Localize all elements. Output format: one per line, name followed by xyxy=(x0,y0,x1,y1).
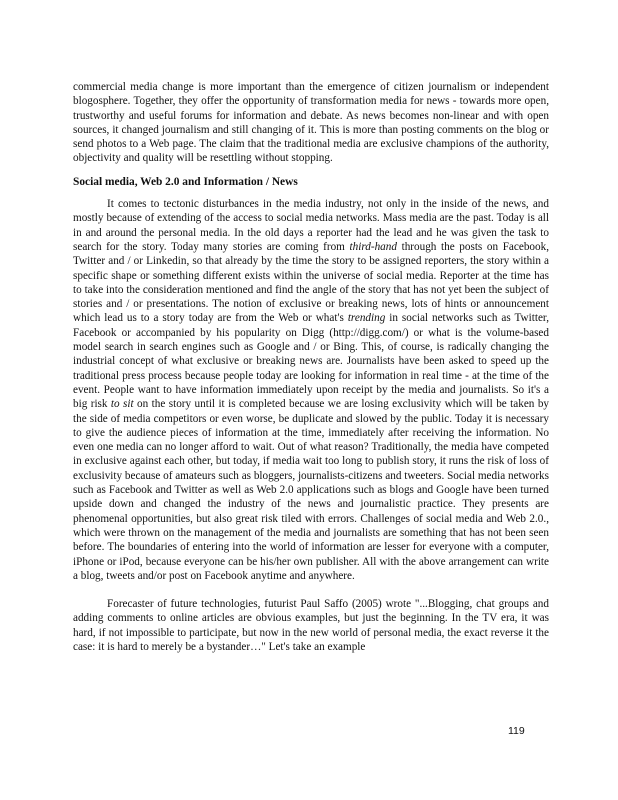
paragraph-2-text-4: on the story until it is completed because we are losing exclusivity which will be taken by the side of media competitors or even worse, be duplicate and slowed by the public. Today it is necessary to give the audience pieces of information at the time, immediately after receiving the information. No even one media can no longer afford to wait. Out of what reason? Traditionally, the media have competed in exclusive against each other, but today, if media wait too long to publish story, it runs the risk of loss of exclusivity because of amateurs such as bloggers, journalists-citizens and tweeters. Social media networks such as Facebook and Twitter as well as Web 2.0 applications such as blogs and Google have been turned upside down and changed the industry of the news and journalistic practice. They presents are phenomenal opportunities, but also great risk tiled with errors. Challenges of social media and Web 2.0., which were thrown on the management of the media and journalists are something that has not been seen before. The boundaries of entering into the world of information are lesser for everyone with a computer, iPhone or iPod, because everyone can be his/her own publisher. All with the above arrangement can write a blog, tweets and/or post on Facebook anytime and anywhere. xyxy=(73,398,550,582)
paragraph-2-text-2: through the posts on Facebook, Twitter and / or Linkedin, so that already by the time the story to be assigned reporters, the story within a specific shape or something different exists within the universe of social media. Reporter at the time has to take into the consideration mentioned and find the angle of the story that has not yet been the subject of stories and / or presentations. The notion of exclusive or breaking news, lots of hints or announcement which lead us to a story today are from the Web or what's xyxy=(73,240,549,325)
body-paragraph-3: Forecaster of future technologies, futurist Paul Saffo (2005) wrote "...Blogging, chat groups and adding comments to online articles are obvious examples, but just the beginning. In the TV era, it was hard, if not impossible to participate, but now in the new world of personal media, the exact reverse it the case: it is hard to merely be a bystander…" Let's take an example xyxy=(73,598,549,653)
body-paragraph-2 xyxy=(73,197,549,583)
section-heading: Social media, Web 2.0 and Information / News xyxy=(73,175,298,188)
emphasis-third-hand: third-hand xyxy=(349,240,397,253)
emphasis-trending: trending xyxy=(347,312,386,325)
document-page xyxy=(73,80,549,654)
page-number: 119 xyxy=(508,725,525,737)
emphasis-to-sit: to sit xyxy=(110,398,134,411)
paragraph-2-text-1: It comes to tectonic disturbances in the media industry, not only in the inside of the news, and mostly because of extending of the access to social media networks. Mass media are the past. Today is all in and around the personal media. In the old days a reporter had the lead and he was given the task to search for the story. Today many stories are coming from xyxy=(73,198,549,253)
paragraph-2-text-3: in social networks such as Twitter, Facebook or accompanied by his popularity on Digg (http://digg.com/) or what is the volume-based model search in search engines such as Google and / or Bing. This, of course, is radically changing the industrial concept of what exclusive or breaking news are. Journalists have been asked to speed up the traditional press process because people today are looking for information in real time - at the time of the event. People want to have information immediately upon receipt by the media and journalists. So it's a big risk xyxy=(73,312,549,411)
body-paragraph-1: commercial media change is more important than the emergence of citizen journalism or independent blogosphere. Together, they offer the opportunity of transformation media for news - towards more open, trustworthy and useful forums for information and debate. As news becomes non-linear and with open sources, it changed journalism and still changing of it. This is more than posting comments on the blog or send photos to a Web page. The claim that the traditional media are exclusive champions of the authority, objectivity and quality will be resettling without stopping. xyxy=(73,81,549,165)
